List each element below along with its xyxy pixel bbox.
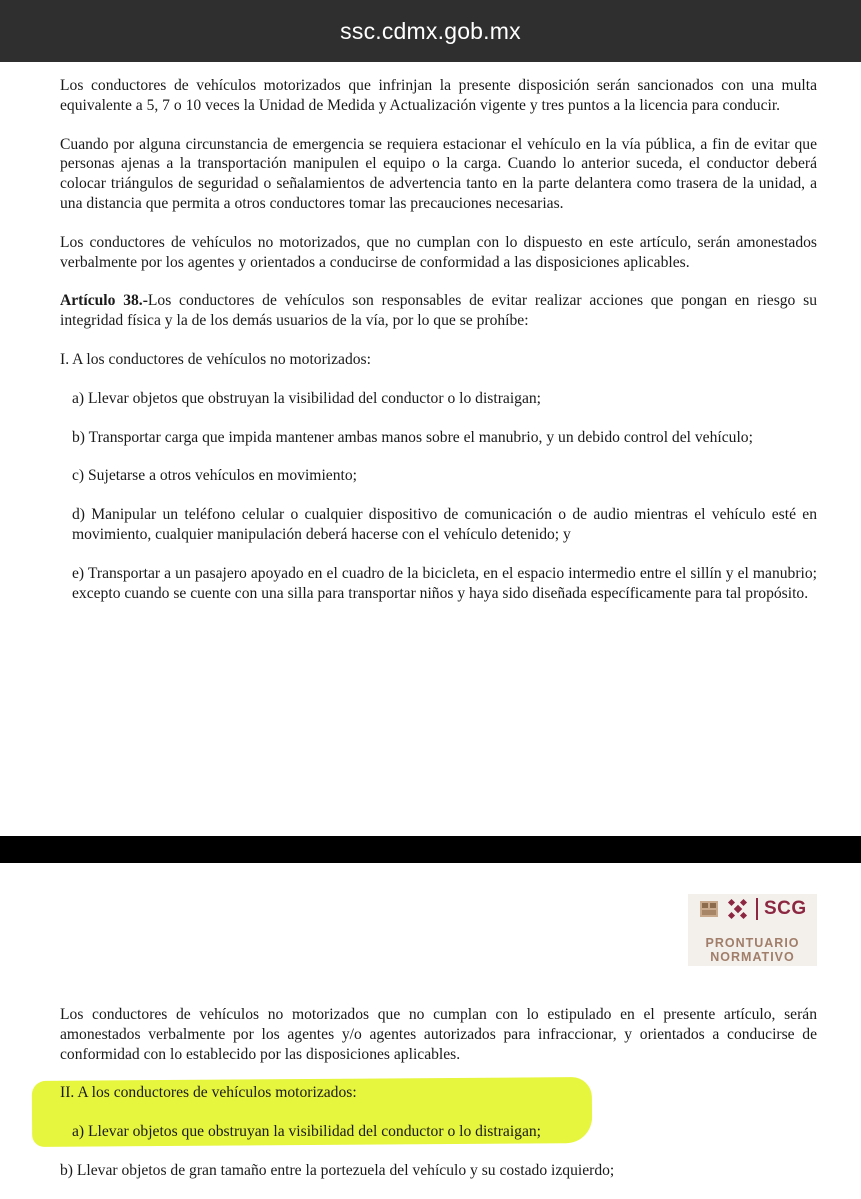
article-label: Artículo 38.- <box>60 292 148 310</box>
paragraph: Los conductores de vehículos no motorizados, que no cumplan con lo dispuesto en este artículo, serán amonestados verbalmente por los agentes y orientados a conducirse de conformidad a las disposiciones aplicables. <box>60 233 817 271</box>
url-text: ssc.cdmx.gob.mx <box>340 17 521 44</box>
document-page-2 <box>60 1005 817 1181</box>
coat-of-arms-icon <box>698 898 720 920</box>
list-item: d) Manipular un teléfono celular o cualquier dispositivo de comunicación o de audio mientras el vehículo esté en movimiento, cualquier manipulación deberá hacerse con el vehículo detenido; y <box>72 506 817 543</box>
list-item: e) Transportar a un pasajero apoyado en el cuadro de la bicicleta, en el espacio intermedio entre el sillín y el manubrio; excepto cuando se cuente con una silla para transportar niños y haya sido diseñada específicamente para tal propósito. <box>72 564 817 602</box>
logo-line-2: NORMATIVO <box>710 950 795 964</box>
list-item: b) Llevar objetos de gran tamaño entre la portezuela del vehículo y su costado izquierdo; <box>60 1161 615 1179</box>
logo-divider <box>756 898 758 920</box>
paragraph: Los conductores de vehículos motorizados que infrinjan la presente disposición serán sancionados con una multa equivalente a 5, 7 o 10 veces la Unidad de Medida y Actualización vigente y tres puntos a la licencia para conducir. <box>60 77 817 114</box>
paragraph: Los conductores de vehículos no motorizados que no cumplan con lo estipulado en el presente artículo, serán amonestados verbalmente por los agentes y/o agentes autorizados para infraccionar, y orientados a conducirse de conformidad con lo establecido por las disposiciones aplicables. <box>60 1006 817 1063</box>
page-separator <box>0 836 861 863</box>
paragraph: Cuando por alguna circunstancia de emergencia se requiera estacionar el vehículo en la vía pública, a fin de evitar que personas ajenas a la transportación manipulen el equipo o la carga. Cuando lo anterior suceda, el conductor deberá colocar triángulos de seguridad o señalamientos de advertencia tanto en la parte delantera como trasera de la unidad, a una distancia que permita a otros conductores tomar las precauciones necesarias. <box>60 135 817 212</box>
article-38-paragraph <box>60 291 817 331</box>
article-text: Los conductores de vehículos son responsables de evitar realizar acciones que pongan en riesgo su integridad física y la de los demás usuarios de la vía, por lo que se prohíbe: <box>60 292 817 330</box>
section-heading: I. A los conductores de vehículos no motorizados: <box>60 350 371 368</box>
list-item: a) Llevar objetos que obstruyan la visibilidad del conductor o lo distraigan; <box>72 389 541 407</box>
browser-address-bar[interactable] <box>0 0 861 62</box>
list-item: c) Sujetarse a otros vehículos en movimiento; <box>72 467 357 485</box>
section-heading: II. A los conductores de vehículos motorizados: <box>60 1084 357 1102</box>
scg-brand-text: SCG <box>764 898 807 919</box>
prontuario-normativo-text <box>688 936 817 964</box>
list-item: a) Llevar objetos que obstruyan la visibilidad del conductor o lo distraigan; <box>72 1123 541 1141</box>
logo-line-1: PRONTUARIO <box>705 936 800 950</box>
scg-logo <box>688 894 817 966</box>
document-page-1 <box>60 76 817 603</box>
cdmx-emblem-icon <box>726 898 750 920</box>
list-item: b) Transportar carga que impida mantener ambas manos sobre el manubrio, y un debido control del vehículo; <box>72 428 753 446</box>
